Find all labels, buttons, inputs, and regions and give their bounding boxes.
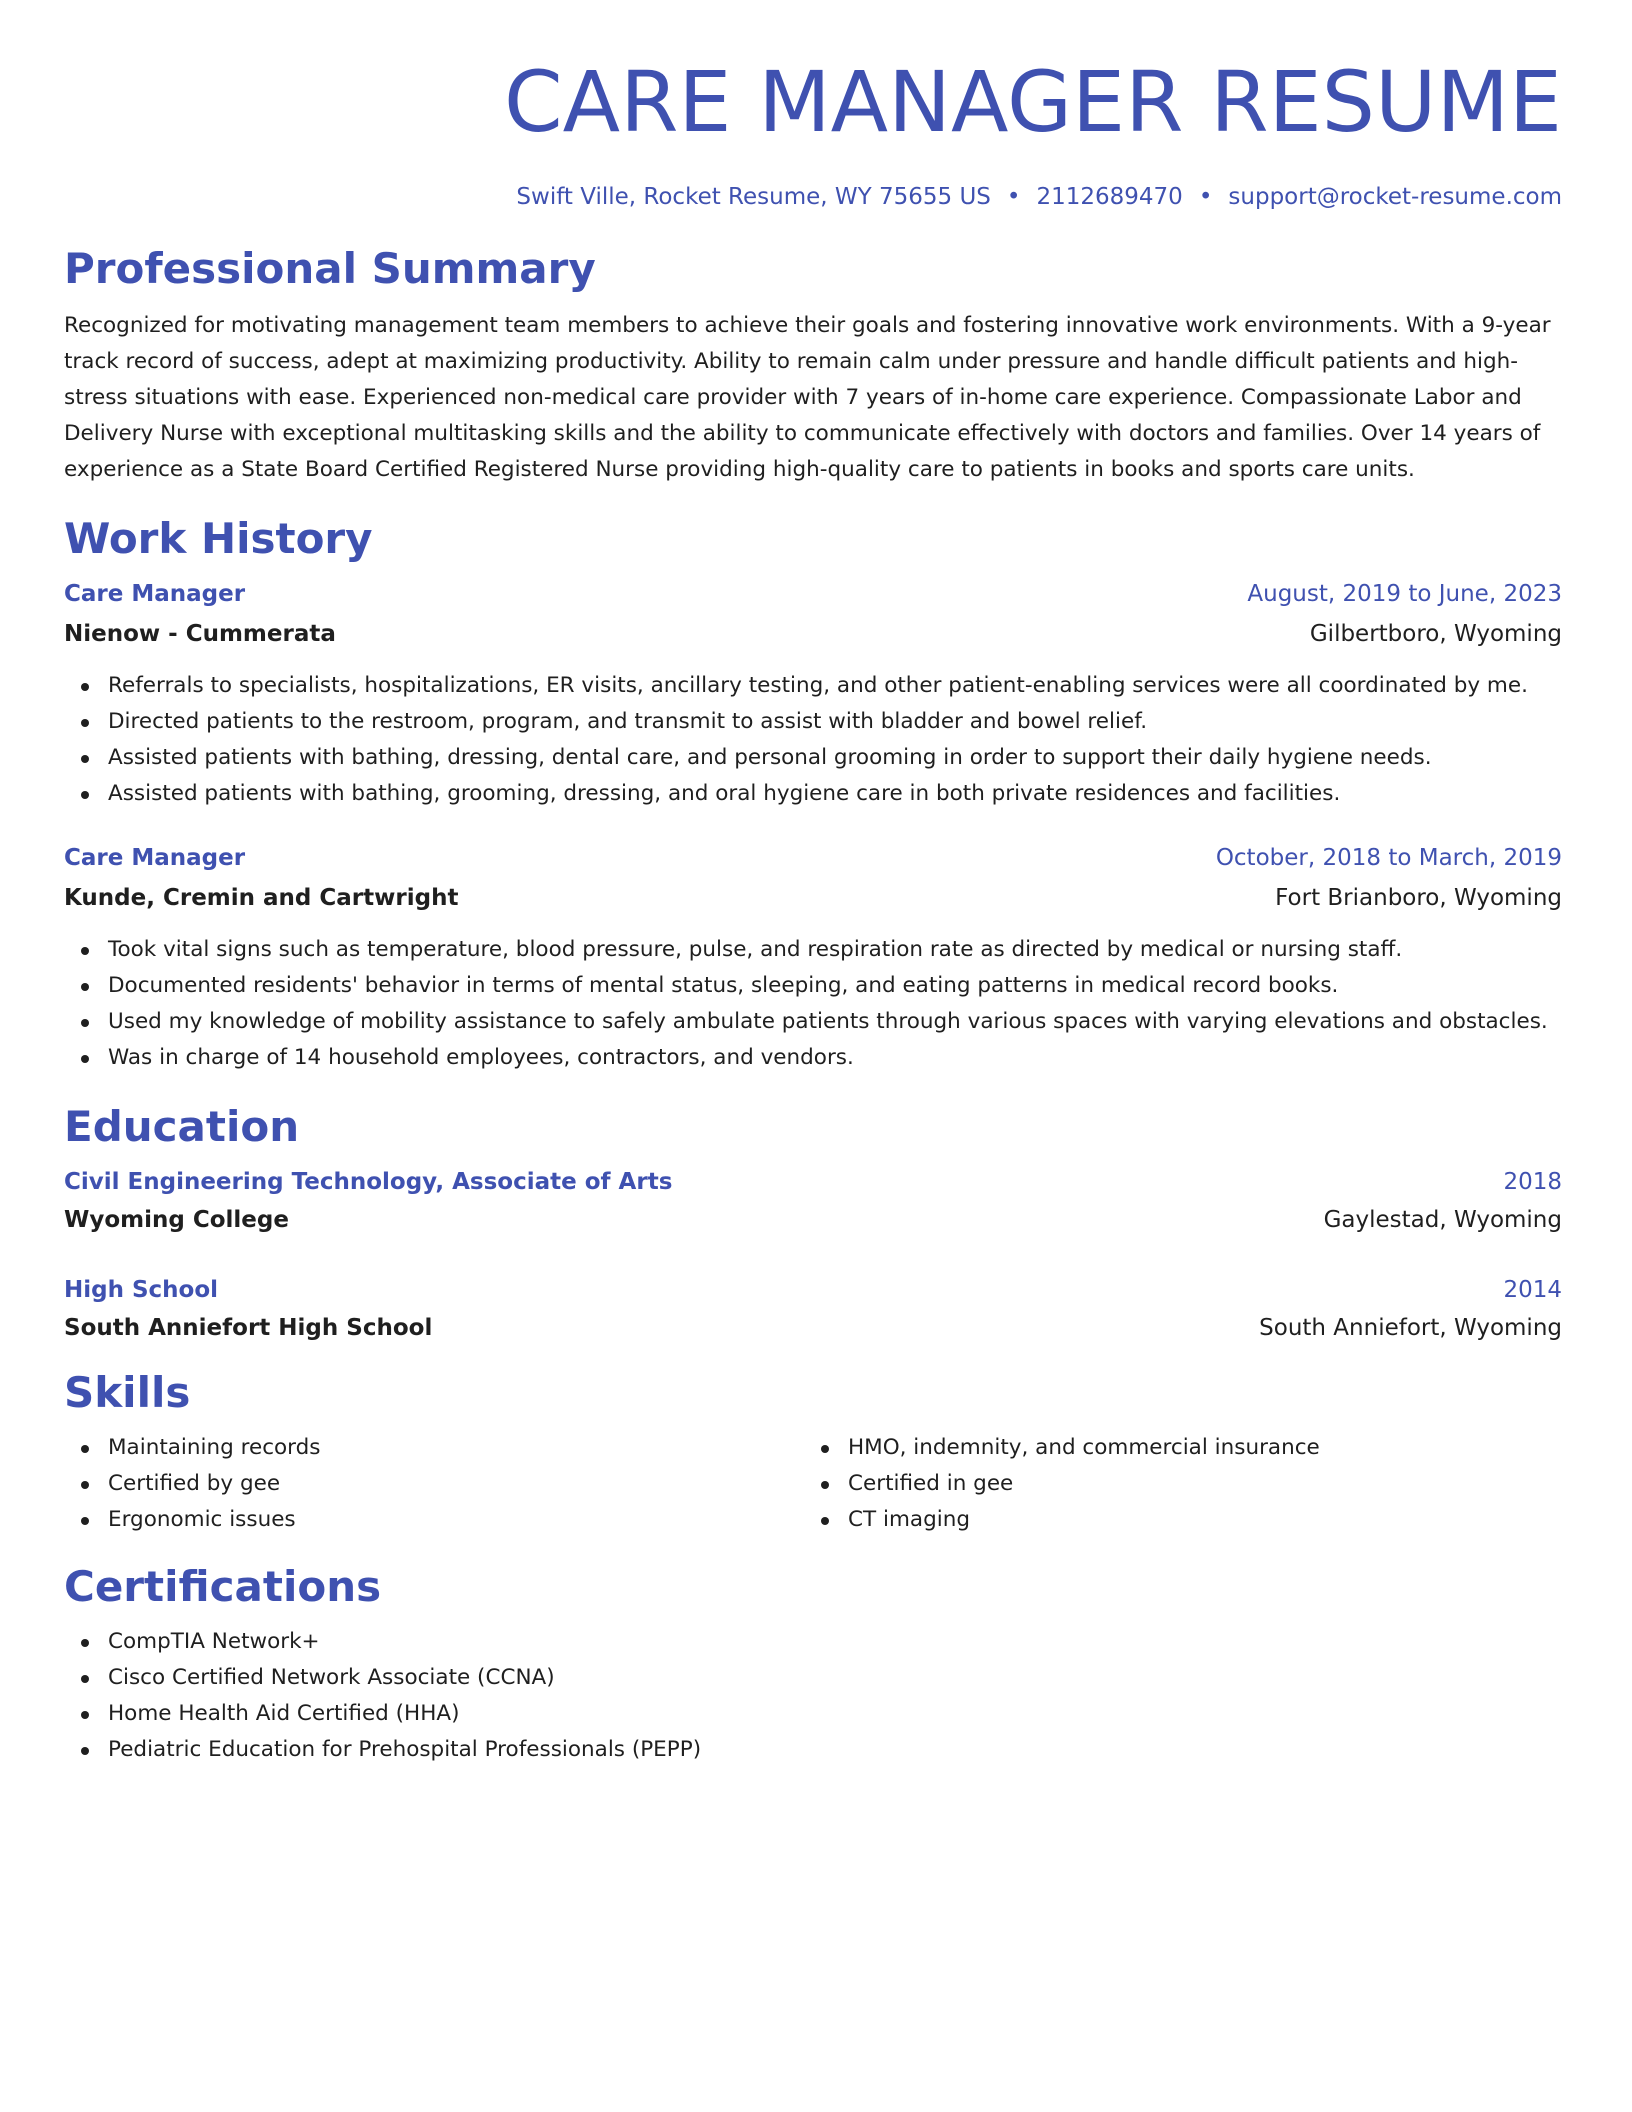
job-bullets [64,932,1562,1076]
education-degree: High School [64,1277,219,1303]
education-section [64,1102,1562,1346]
job-dates: August, 2019 to June, 2023 [1247,581,1562,607]
summary-section [64,244,1562,488]
skills-list-left [64,1430,804,1538]
certification-item: Cisco Certified Network Associate (CCNA) [64,1660,1562,1696]
skill-item: HMO, indemnity, and commercial insurance [804,1430,1544,1466]
job-title: Care Manager [64,845,246,871]
resume-page [64,0,1562,1768]
education-year: 2014 [1503,1277,1562,1303]
education-degree: Civil Engineering Technology, Associate of Arts [64,1169,673,1195]
job-entry [64,576,1562,812]
job-bullet: Documented residents' behavior in terms of mental status, sleeping, and eating patterns in medical record books. [64,968,1562,1004]
education-location: Gaylestad, Wyoming [1323,1207,1562,1233]
skill-item: CT imaging [804,1502,1544,1538]
job-entry [64,840,1562,1076]
skill-item: Maintaining records [64,1430,804,1466]
certification-item: Home Health Aid Certified (HHA) [64,1696,1562,1732]
contact-separator: • [1198,184,1213,210]
education-subhead [64,1310,1562,1346]
job-bullet: Was in charge of 14 household employees, contractors, and vendors. [64,1040,1562,1076]
job-head [64,840,1562,876]
job-bullet: Directed patients to the restroom, program, and transmit to assist with bladder and bowel relief. [64,704,1562,740]
education-school: South Anniefort High School [64,1315,433,1341]
job-company: Kunde, Cremin and Cartwright [64,885,459,911]
skill-item: Ergonomic issues [64,1502,804,1538]
job-subhead [64,616,1562,652]
skills-grid [64,1430,1562,1538]
education-entry [64,1272,1562,1346]
work-section [64,514,1562,1076]
job-subhead [64,880,1562,916]
resume-name: CARE MANAGER RESUME [503,53,1562,151]
job-dates: October, 2018 to March, 2019 [1215,845,1562,871]
education-location: South Anniefort, Wyoming [1259,1315,1562,1341]
job-bullet: Took vital signs such as temperature, blood pressure, pulse, and respiration rate as directed by medical or nursing staff. [64,932,1562,968]
education-head [64,1272,1562,1308]
job-location: Fort Brianboro, Wyoming [1275,885,1562,911]
skill-item: Certified in gee [804,1466,1544,1502]
skills-section [64,1368,1562,1538]
contact-separator: • [1006,184,1021,210]
certifications-list [64,1624,1562,1768]
contact-line [64,182,1562,212]
education-subhead [64,1202,1562,1238]
contact-address: Swift Ville, Rocket Resume, WY 75655 US [516,184,991,210]
summary-text: Recognized for motivating management team members to achieve their goals and fostering innovative work environments. With a 9-year track record of success, adept at maximizing productivity. Ability to remain calm under pressure and handle difficult patients and high-stress situations with ease. Experienced non-medical care provider with 7 years of in-home care experience. Compassionate Labor and Delivery Nurse with exceptional multitasking skills and the ability to communicate effectively with doctors and families. Over 14 years of experience as a State Board Certified Registered Nurse providing high-quality care to patients in books and sports care units. [64,313,1551,482]
section-title-certifications: Certifications [64,1562,382,1611]
section-title-summary: Professional Summary [64,244,596,293]
job-location: Gilbertboro, Wyoming [1309,621,1562,647]
section-title-work: Work History [64,514,373,563]
job-head [64,576,1562,612]
education-year: 2018 [1503,1169,1562,1195]
education-head [64,1164,1562,1200]
skill-item: Certified by gee [64,1466,804,1502]
education-school: Wyoming College [64,1207,289,1233]
certification-item: CompTIA Network+ [64,1624,1562,1660]
skills-list-right [804,1430,1544,1538]
education-entry [64,1164,1562,1238]
job-company: Nienow - Cummerata [64,621,336,647]
contact-email: support@rocket-resume.com [1228,184,1562,210]
section-title-skills: Skills [64,1368,191,1417]
job-title: Care Manager [64,581,246,607]
section-title-education: Education [64,1102,300,1151]
job-bullet: Used my knowledge of mobility assistance to safely ambulate patients through various spaces with varying elevations and obstacles. [64,1004,1562,1040]
job-bullet: Assisted patients with bathing, dressing, dental care, and personal grooming in order to support their daily hygiene needs. [64,740,1562,776]
certification-item: Pediatric Education for Prehospital Professionals (PEPP) [64,1732,1562,1768]
job-bullets [64,668,1562,812]
certifications-section [64,1562,1562,1768]
job-bullet: Referrals to specialists, hospitalizations, ER visits, ancillary testing, and other patient-enabling services were all coordinated by me. [64,668,1562,704]
job-bullet: Assisted patients with bathing, grooming, dressing, and oral hygiene care in both private residences and facilities. [64,776,1562,812]
contact-phone: 2112689470 [1036,184,1183,210]
